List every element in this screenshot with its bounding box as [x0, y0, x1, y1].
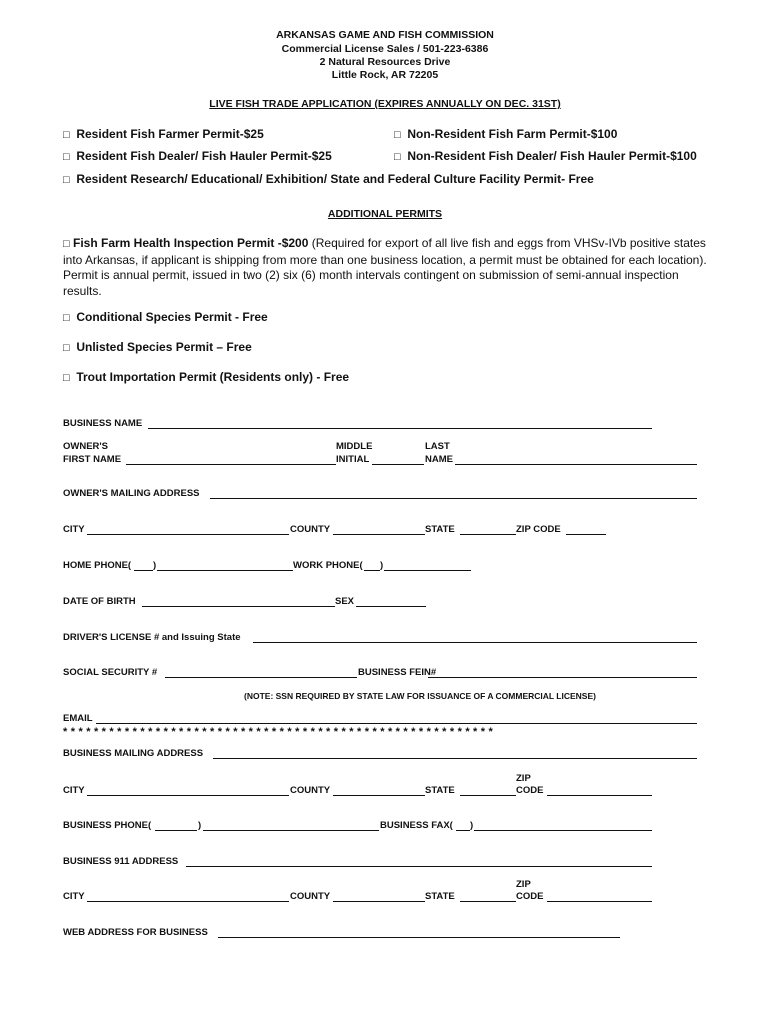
- health-permit-title: Fish Farm Health Inspection Permit -$200: [73, 236, 309, 250]
- 911-zip-field[interactable]: [547, 901, 652, 902]
- permit-nonresident-farm[interactable]: [394, 127, 617, 141]
- city-label: CITY: [63, 524, 85, 535]
- checkbox-icon[interactable]: □: [394, 151, 401, 163]
- zip-code-field[interactable]: [566, 534, 606, 535]
- code-label: CODE: [516, 891, 544, 902]
- checkbox-icon[interactable]: □: [63, 372, 70, 384]
- web-address-label: WEB ADDRESS FOR BUSINESS: [63, 927, 208, 938]
- permit-research[interactable]: [63, 172, 594, 186]
- county-field[interactable]: [333, 534, 425, 535]
- business-mailing-field[interactable]: [213, 758, 697, 759]
- permit-resident-farmer[interactable]: [63, 127, 264, 141]
- business-911-field[interactable]: [186, 866, 652, 867]
- checkbox-icon[interactable]: □: [63, 312, 70, 324]
- permit-label: Unlisted Species Permit – Free: [76, 340, 252, 354]
- business-name-label: BUSINESS NAME: [63, 418, 143, 429]
- state-field[interactable]: [460, 534, 516, 535]
- separator-stars: * * * * * * * * * * * * * * * * * * * * * * * * * * * * * * * * * * * * * * * * * * * * * * * * * * * * * * * *: [63, 726, 494, 738]
- paren-close: ): [380, 560, 384, 571]
- owner-mailing-field[interactable]: [210, 498, 697, 499]
- permit-nonresident-dealer[interactable]: [394, 149, 697, 163]
- drivers-license-label: DRIVER'S LICENSE # and Issuing State: [63, 632, 241, 643]
- additional-permits-heading: ADDITIONAL PERMITS: [327, 208, 443, 220]
- 911-state-field[interactable]: [460, 901, 516, 902]
- owners-label: OWNER'S: [63, 441, 109, 452]
- state-label: STATE: [425, 785, 455, 796]
- county-label: COUNTY: [290, 891, 331, 902]
- permit-resident-dealer[interactable]: [63, 149, 332, 163]
- work-phone-label: WORK PHONE(: [293, 560, 363, 571]
- home-phone-label: HOME PHONE(: [63, 560, 132, 571]
- health-inspection-permit[interactable]: [63, 236, 709, 299]
- business-city-field[interactable]: [87, 795, 289, 796]
- 911-county-field[interactable]: [333, 901, 425, 902]
- home-phone-area-field[interactable]: [134, 570, 153, 571]
- sex-field[interactable]: [356, 606, 426, 607]
- zip-code-label: ZIP CODE: [516, 524, 561, 535]
- permit-label: Non-Resident Fish Farm Permit-$100: [407, 127, 618, 141]
- city-address: Little Rock, AR 72205: [331, 69, 439, 81]
- work-phone-field[interactable]: [384, 570, 471, 571]
- paren-close: ): [198, 820, 202, 831]
- health-permit-description: (Required for export of all live fish and eggs from VHSv-IVb positive states into Arkansas, if applicant is shipping from more than one business location, a permit must be obtained for each location). Permit is annual permit, issued in two (2) six (6) month intervals contingent on submission of semi-annual inspection results.: [63, 236, 707, 298]
- business-fax-area-field[interactable]: [456, 830, 470, 831]
- fein-label: BUSINESS FEIN#: [358, 667, 437, 678]
- dob-label: DATE OF BIRTH: [63, 596, 136, 607]
- permit-conditional-species[interactable]: [63, 310, 268, 324]
- street-address: 2 Natural Resources Drive: [319, 56, 451, 68]
- initial-label: INITIAL: [336, 454, 370, 465]
- paren-close: ): [153, 560, 157, 571]
- first-name-field[interactable]: [126, 464, 336, 465]
- middle-label: MIDDLE: [336, 441, 373, 452]
- permit-label: Non-Resident Fish Dealer/ Fish Hauler Permit-$100: [407, 149, 697, 163]
- business-name-field[interactable]: [148, 428, 652, 429]
- paren-close: ): [470, 820, 474, 831]
- city-label: CITY: [63, 891, 85, 902]
- drivers-license-field[interactable]: [253, 642, 697, 643]
- business-911-label: BUSINESS 911 ADDRESS: [63, 856, 179, 867]
- fein-field[interactable]: [428, 677, 697, 678]
- org-title: ARKANSAS GAME AND FISH COMMISSION: [276, 29, 494, 41]
- state-label: STATE: [425, 891, 455, 902]
- work-phone-area-field[interactable]: [364, 570, 380, 571]
- checkbox-icon[interactable]: □: [63, 151, 70, 163]
- email-field[interactable]: [96, 723, 697, 724]
- permit-unlisted-species[interactable]: [63, 340, 252, 354]
- checkbox-icon[interactable]: □: [63, 238, 70, 250]
- dob-field[interactable]: [142, 606, 335, 607]
- permit-label: Conditional Species Permit - Free: [76, 310, 268, 324]
- web-address-field[interactable]: [218, 937, 620, 938]
- business-phone-field[interactable]: [203, 830, 379, 831]
- county-label: COUNTY: [290, 785, 331, 796]
- zip-label: ZIP: [516, 879, 531, 890]
- business-fax-label: BUSINESS FAX(: [380, 820, 453, 831]
- zip-label: ZIP: [516, 773, 531, 784]
- email-label: EMAIL: [63, 713, 93, 724]
- owner-mailing-label: OWNER'S MAILING ADDRESS: [63, 488, 200, 499]
- business-zip-field[interactable]: [547, 795, 652, 796]
- last-name-label: NAME: [425, 454, 453, 465]
- business-phone-area-field[interactable]: [155, 830, 197, 831]
- ssn-label: SOCIAL SECURITY #: [63, 667, 158, 678]
- business-county-field[interactable]: [333, 795, 425, 796]
- business-mailing-label: BUSINESS MAILING ADDRESS: [63, 748, 204, 759]
- sex-label: SEX: [335, 596, 355, 607]
- state-label: STATE: [425, 524, 455, 535]
- last-name-field[interactable]: [455, 464, 697, 465]
- business-phone-label: BUSINESS PHONE(: [63, 820, 152, 831]
- checkbox-icon[interactable]: □: [63, 129, 70, 141]
- checkbox-icon[interactable]: □: [63, 342, 70, 354]
- permit-trout-importation[interactable]: [63, 370, 349, 384]
- form-title: LIVE FISH TRADE APPLICATION (EXPIRES ANNUALLY ON DEC. 31ST): [209, 98, 561, 110]
- code-label: CODE: [516, 785, 544, 796]
- middle-initial-field[interactable]: [372, 464, 424, 465]
- checkbox-icon[interactable]: □: [63, 174, 70, 186]
- business-fax-field[interactable]: [474, 830, 652, 831]
- permit-label: Resident Research/ Educational/ Exhibition/ State and Federal Culture Facility Permit- Free: [76, 172, 594, 186]
- home-phone-field[interactable]: [157, 570, 293, 571]
- ssn-note: (NOTE: SSN REQUIRED BY STATE LAW FOR ISSUANCE OF A COMMERCIAL LICENSE): [244, 691, 596, 701]
- permit-label: Resident Fish Farmer Permit-$25: [76, 127, 264, 141]
- last-label: LAST: [425, 441, 450, 452]
- permit-label: Trout Importation Permit (Residents only) - Free: [76, 370, 350, 384]
- checkbox-icon[interactable]: □: [394, 129, 401, 141]
- city-label: CITY: [63, 785, 85, 796]
- sales-contact: Commercial License Sales / 501-223-6386: [281, 43, 489, 55]
- 911-city-field[interactable]: [87, 901, 289, 902]
- county-label: COUNTY: [290, 524, 331, 535]
- city-field[interactable]: [87, 534, 289, 535]
- first-name-label: FIRST NAME: [63, 454, 122, 465]
- permit-label: Resident Fish Dealer/ Fish Hauler Permit-$25: [76, 149, 332, 163]
- ssn-field[interactable]: [165, 677, 357, 678]
- business-state-field[interactable]: [460, 795, 516, 796]
